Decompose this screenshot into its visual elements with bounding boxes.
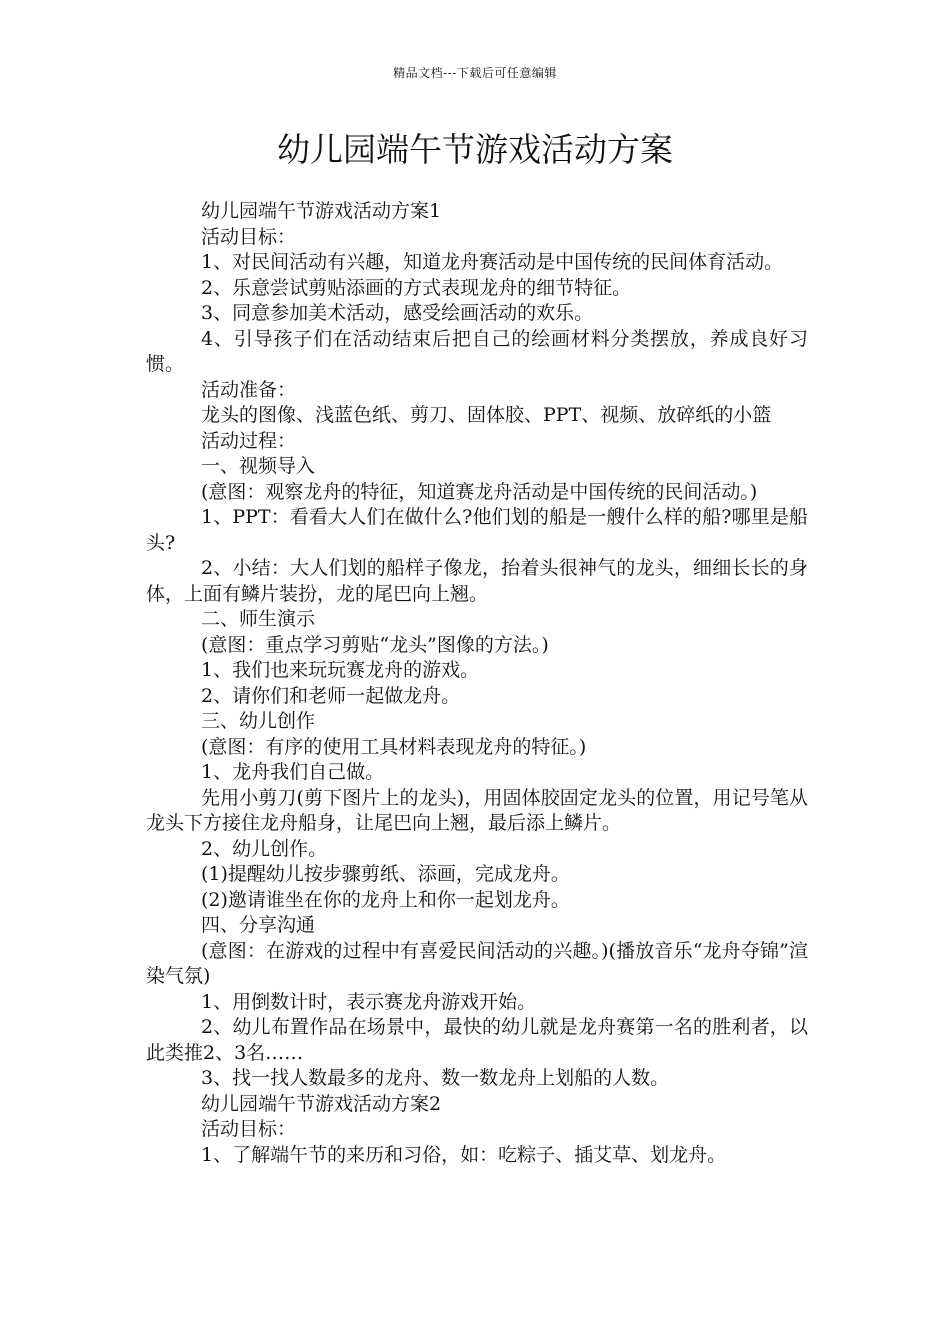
body-paragraph: (2)邀请谁坐在你的龙舟上和你一起划龙舟。 [201, 888, 570, 911]
body-paragraph: 幼儿园端午节游戏活动方案1 [201, 200, 442, 222]
document-title: 幼儿园端午节游戏活动方案 [277, 130, 673, 169]
body-paragraph: (意图：在游戏的过程中有喜爱民间活动的兴趣。)(播放音乐“龙舟夺锦”渲染气氛) [146, 939, 808, 987]
body-paragraph: 三、幼儿创作 [201, 710, 316, 732]
body-paragraph: 活动准备： [201, 378, 297, 401]
body-paragraph: 2、幼儿创作。 [201, 837, 328, 860]
body-paragraph: 活动过程： [201, 429, 297, 452]
body-paragraph: 1、龙舟我们自己做。 [201, 761, 385, 783]
body-paragraph: 四、分享沟通 [201, 914, 316, 936]
body-paragraph: 活动目标： [201, 225, 297, 248]
body-paragraph: 活动目标： [201, 1118, 297, 1140]
body-paragraph: 3、找一找人数最多的龙舟、数一数龙舟上划船的人数。 [201, 1067, 670, 1089]
body-paragraph: 1、PPT：看看大人们在做什么?他们划的船是一艘什么样的船?哪里是船头? [146, 506, 808, 554]
body-paragraph: (1)提醒幼儿按步骤剪纸、添画，完成龙舟。 [201, 863, 570, 885]
body-paragraph: 二、师生演示 [201, 608, 316, 630]
body-paragraph: 4、引导孩子们在活动结束后把自己的绘画材料分类摆放，养成良好习惯。 [146, 327, 808, 375]
body-paragraph: 2、乐意尝试剪贴添画的方式表现龙舟的细节特征。 [201, 276, 632, 299]
body-paragraph: 2、请你们和老师一起做龙舟。 [201, 684, 461, 707]
body-paragraph: 龙头的图像、浅蓝色纸、剪刀、固体胶、PPT、视频、放碎纸的小篮 [201, 404, 772, 426]
body-paragraph: 1、用倒数计时，表示赛龙舟游戏开始。 [201, 990, 537, 1013]
body-paragraph: (意图：有序的使用工具材料表现龙舟的特征。) [201, 735, 587, 758]
body-paragraph: 一、视频导入 [201, 455, 316, 477]
document-body [146, 199, 808, 1168]
body-paragraph: 1、我们也来玩玩赛龙舟的游戏。 [201, 659, 480, 681]
body-paragraph: 先用小剪刀(剪下图片上的龙头)，用固体胶固定龙头的位置，用记号笔从龙头下方接住龙舟船身，让尾巴向上翘，最后添上鳞片。 [146, 786, 808, 834]
page-header: 精品文档---下载后可任意编辑 [393, 66, 557, 80]
body-paragraph: 1、对民间活动有兴趣，知道龙舟赛活动是中国传统的民间体育活动。 [201, 251, 784, 273]
body-paragraph: (意图：重点学习剪贴“龙头”图像的方法。) [201, 633, 549, 656]
body-paragraph: 2、小结：大人们划的船样子像龙，抬着头很神气的龙头，细细长长的身体，上面有鳞片装扮，龙的尾巴向上翘。 [146, 557, 808, 605]
body-paragraph: 1、了解端午节的来历和习俗，如：吃粽子、插艾草、划龙舟。 [201, 1143, 727, 1166]
body-paragraph: (意图：观察龙舟的特征，知道赛龙舟活动是中国传统的民间活动。) [201, 480, 758, 503]
body-paragraph: 幼儿园端午节游戏活动方案2 [201, 1092, 442, 1115]
body-paragraph: 2、幼儿布置作品在场景中，最快的幼儿就是龙舟赛第一名的胜利者，以此类推2、3名…… [146, 1016, 808, 1064]
body-paragraph: 3、同意参加美术活动，感受绘画活动的欢乐。 [201, 302, 594, 324]
